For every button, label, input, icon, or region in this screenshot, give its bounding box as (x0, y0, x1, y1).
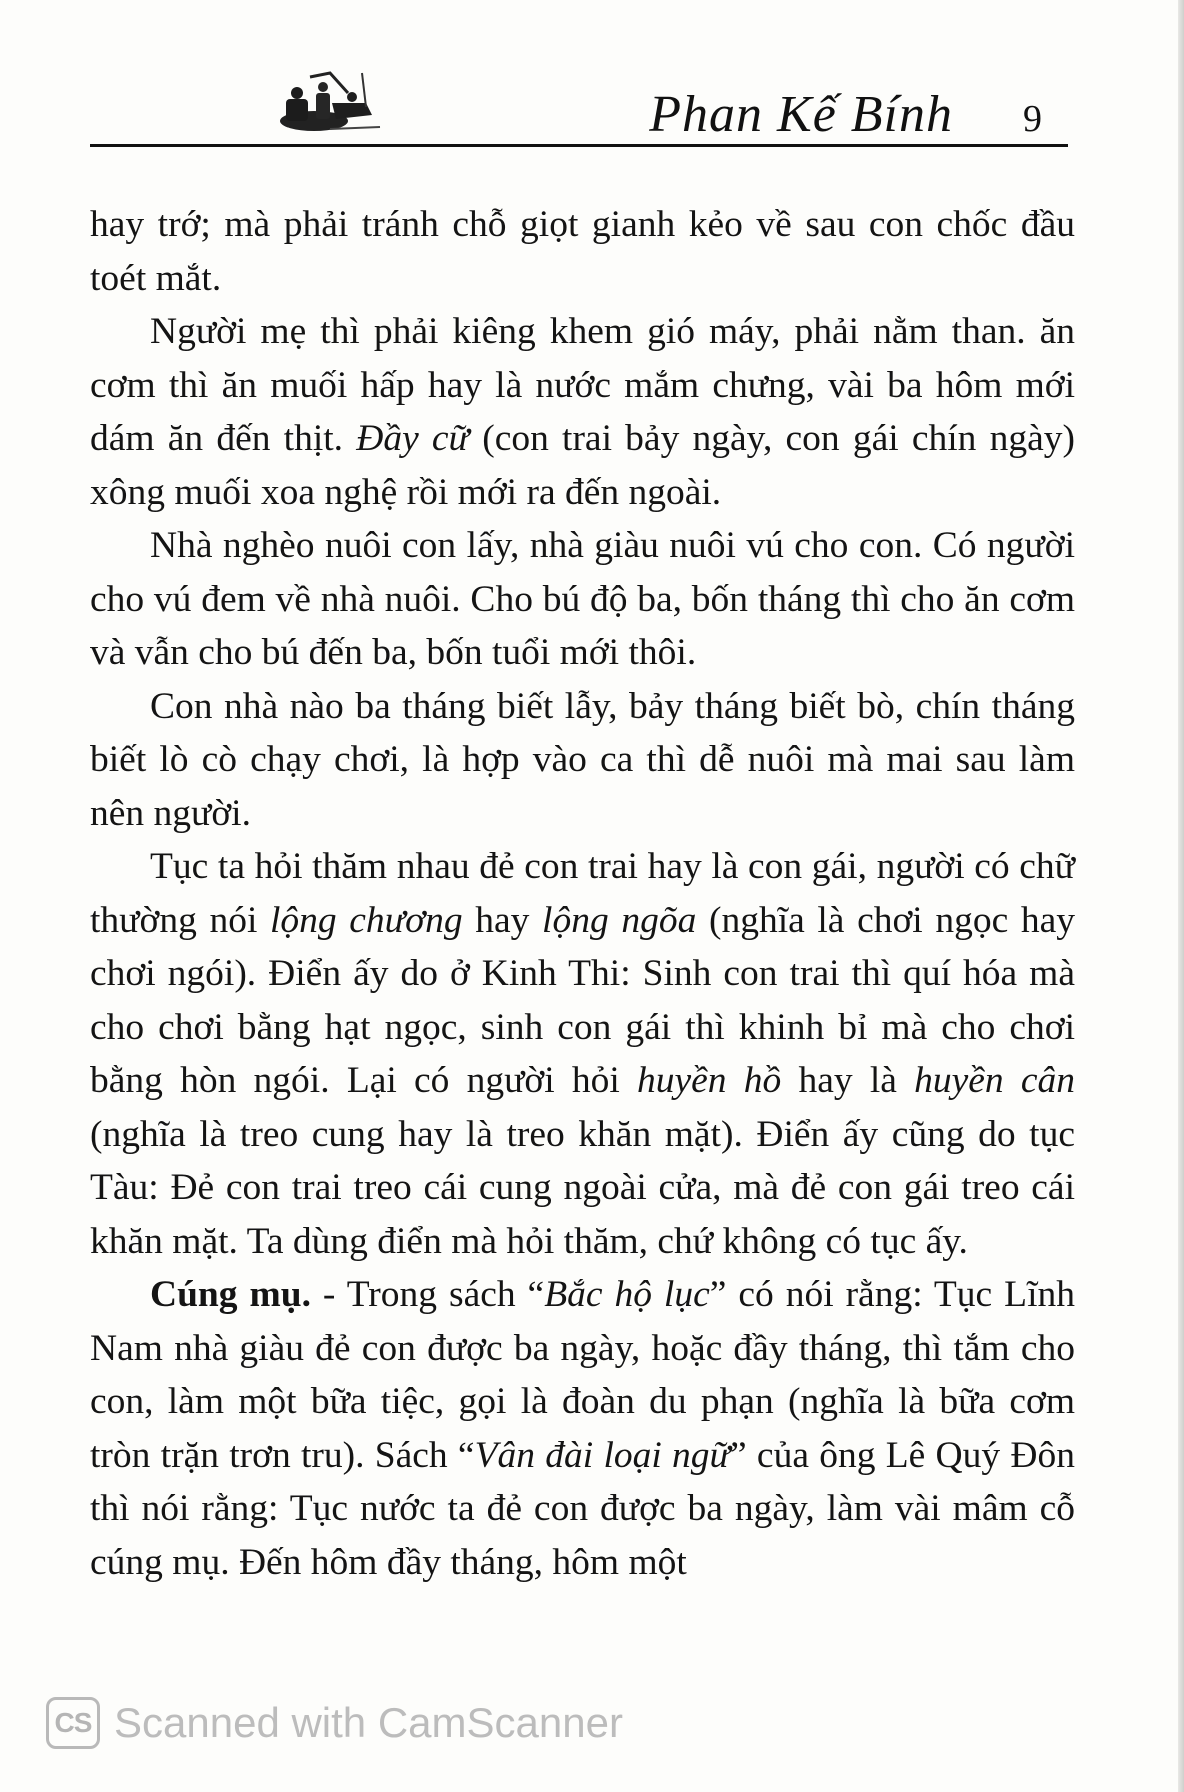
text-run: Người mẹ thì phải kiêng khem gió máy, phải nằm than. ăn cơm thì ăn muối hấp hay là nước mắm chưng, vài ba hôm mới dám ăn đến thịt. (90, 311, 1075, 459)
italic-term: Bắc hộ lục (544, 1274, 710, 1315)
text-run: - Trong sách “ (310, 1274, 545, 1315)
text-run: Con nhà nào ba tháng biết lẫy, bảy tháng biết bò, chín tháng biết lò cò chạy chơi, là hợp vào ca thì dễ nuôi mà mai sau làm nên người. (90, 685, 1075, 834)
section-heading: Cúng mụ. (150, 1274, 311, 1315)
text-run: (con trai bảy ngày, con gái chín ngày) xông muối xoa nghệ rồi mới ra đến ngoài. (90, 418, 1076, 513)
italic-term: Đầy cữ (356, 418, 470, 459)
text-run: ” của ông Lê Quý Đôn thì nói rằng: Tục nước ta đẻ con được ba ngày, làm vài mâm cỗ cúng mụ. Đến hôm đầy tháng, hôm một (90, 1434, 1075, 1583)
header-illustration (270, 63, 390, 135)
paragraph (90, 840, 1075, 1268)
italic-term: lộng ngõa (542, 899, 697, 941)
running-header (90, 55, 1068, 150)
text-run: (nghĩa là treo cung hay là treo khăn mặt). Điển ấy cũng do tục Tàu: Đẻ con trai treo cái cung ngoài cửa, mà đẻ con gái treo cái khăn mặt. Ta dùng điển mà hỏi thăm, chứ không có tục ấy. (90, 1113, 1075, 1262)
scanner-watermark (46, 1695, 623, 1751)
text-run: Nhà nghèo nuôi con lấy, nhà giàu nuôi vú cho con. Có người cho vú đem về nhà nuôi. Cho bú độ ba, bốn tháng thì cho ăn cơm và vẫn cho bú đến ba, bốn tuổi mới thôi. (90, 525, 1075, 673)
page-edge (1178, 0, 1184, 1792)
paragraph (90, 198, 1075, 305)
italic-term: Vân đài loại ngữ (474, 1434, 731, 1476)
italic-term: lộng chương (270, 899, 463, 941)
scanner-label: Scanned with CamScanner (114, 1699, 623, 1746)
text-run: hay (462, 899, 543, 941)
paragraph (90, 305, 1075, 519)
header-rule (90, 144, 1068, 147)
body-text (90, 198, 1075, 1589)
italic-term: huyền cân (914, 1060, 1076, 1101)
camscanner-logo-icon: CS (46, 1697, 100, 1749)
paragraph (90, 680, 1075, 841)
author-name: Phan Kế Bính (649, 86, 953, 143)
paragraph (90, 1268, 1075, 1589)
text-run: Tục ta hỏi thăm nhau đẻ con trai hay là con gái, người có chữ thường nói (90, 846, 1075, 941)
italic-term: huyền hồ (637, 1060, 782, 1101)
text-run: hay là (781, 1060, 915, 1101)
text-run: ” có nói rằng: Tục Lĩnh Nam nhà giàu đẻ con được ba ngày, hoặc đầy tháng, thì tắm cho con, làm một bữa tiệc, gọi là đoàn du phạn (nghĩa là bữa cơm tròn trặn trơn tru). Sách “ (90, 1274, 1075, 1476)
page-number: 9 (1023, 98, 1042, 140)
text-run: hay trớ; mà phải tránh chỗ giọt gianh kẻo về sau con chốc đầu toét mắt. (90, 204, 1075, 299)
paragraph (90, 519, 1075, 680)
text-run: (nghĩa là chơi ngọc hay chơi ngói). Điển ấy do ở Kinh Thi: Sinh con trai thì quí hóa mà cho chơi bằng hạt ngọc, sinh con gái thì khinh bỉ mà cho chơi bằng hòn ngói. Lại có người hỏi (90, 899, 1076, 1101)
